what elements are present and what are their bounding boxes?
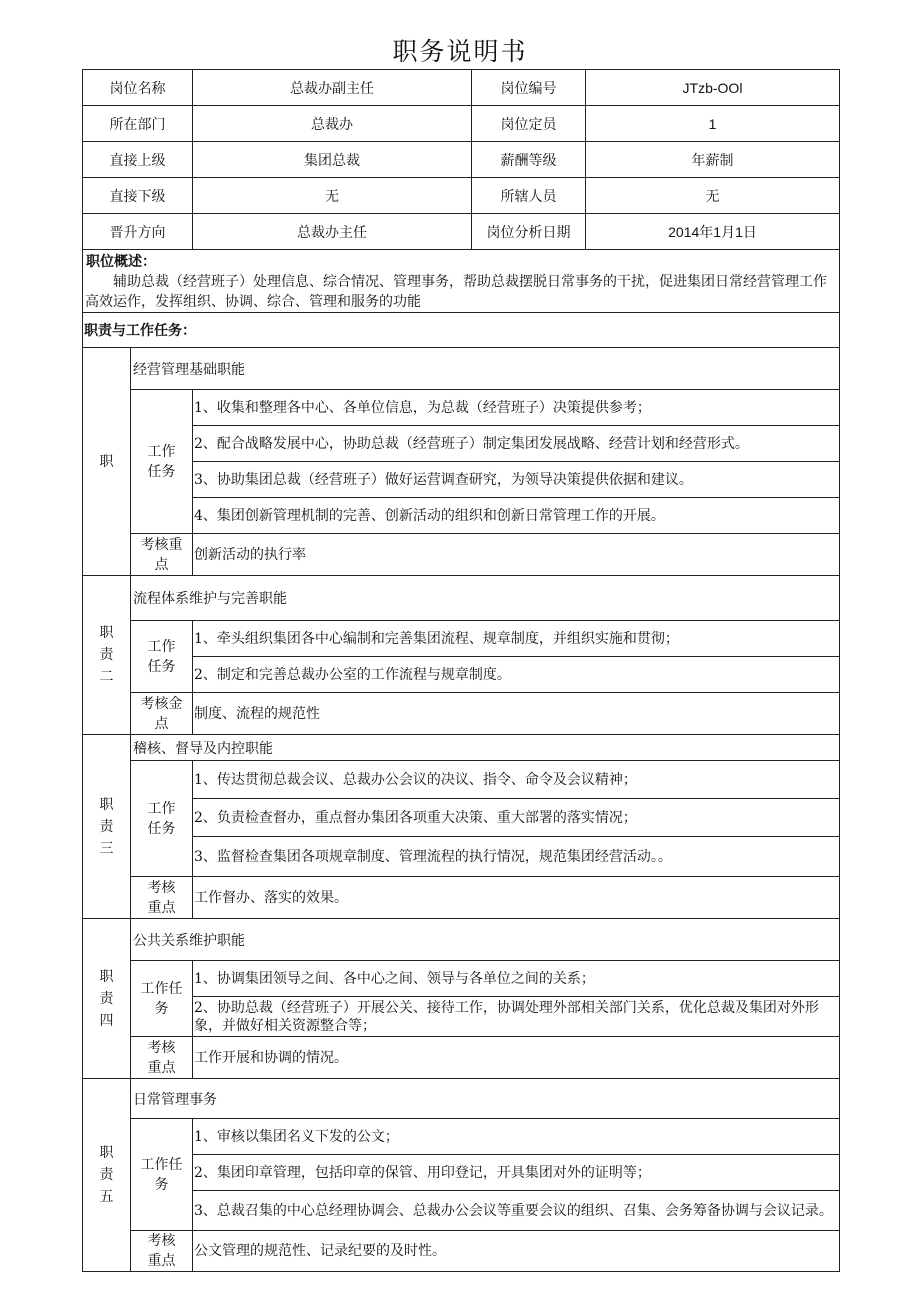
label-headcount: 岗位定员: [472, 106, 586, 142]
page-title: 职务说明书: [392, 37, 528, 66]
summary-text: 辅助总裁（经营班子）处理信息、综合情况、管理事务，帮助总裁摆脱日常事务的干扰，促进集团日常经营管理工作高效运作，发挥组织、协调、综合、管理和服务的功能: [85, 274, 827, 310]
duty-3-task-2: 2、负责检查督办，重点督办集团各项重大决策、重大部署的落实情况；: [193, 799, 840, 837]
label-salary-grade: 薪酬等级: [472, 142, 586, 178]
duty-4-task-1: 1、协调集团领导之间、各中心之间、领导与各单位之间的关系；: [193, 961, 840, 997]
info-row-promotion: [83, 214, 840, 250]
info-row-superior: [83, 142, 840, 178]
duty-4-assess-row: [83, 1037, 840, 1079]
duty-5-task-row: [83, 1191, 840, 1231]
duty-5-assess-row: [83, 1231, 840, 1272]
label-department: 所在部门: [83, 106, 193, 142]
duty-3-task-row: [83, 761, 840, 799]
duty-1-title-row: [83, 348, 840, 390]
duty-1-task-4: 4、集团创新管理机制的完善、创新活动的组织和创新日常管理工作的开展。: [193, 498, 840, 534]
label-superior: 直接上级: [83, 142, 193, 178]
value-staff: 无: [586, 178, 840, 214]
duty-4-assess: 工作开展和协调的情况。: [193, 1037, 840, 1079]
info-row-name: [83, 70, 840, 106]
duty-2-label: 职 责 二: [83, 576, 131, 735]
duty-5-task-1: 1、审核以集团名义下发的公文；: [193, 1119, 840, 1155]
duty-1-title: 经营管理基础职能: [131, 348, 840, 390]
label-analysis-date: 岗位分析日期: [472, 214, 586, 250]
summary-row: [83, 250, 840, 313]
info-row-subordinate: [83, 178, 840, 214]
duty-4-label: 职 责 四: [83, 919, 131, 1079]
duty-2-task-2: 2、制定和完善总裁办公室的工作流程与规章制度。: [193, 657, 840, 693]
duty-4-task-2: 2、协助总裁（经营班子）开展公关、接待工作，协调处理外部相关部门关系，优化总裁及集团对外形象，并做好相关资源整合等；: [193, 997, 840, 1037]
duty-3-assess-row: [83, 877, 840, 919]
duty-5-title: 日常管理事务: [131, 1079, 840, 1119]
duty-1-task-3: 3、协助集团总裁（经营班子）做好运营调查研究，为领导决策提供依据和建议。: [193, 462, 840, 498]
label-subordinate: 直接下级: [83, 178, 193, 214]
duty-4-task-label: 工作任 务: [131, 961, 193, 1037]
summary-heading: 职位概述：: [86, 254, 156, 270]
duty-4-task-row: [83, 997, 840, 1037]
duty-1-assess: 创新活动的执行率: [193, 534, 840, 576]
duty-1-task-row: [83, 390, 840, 426]
duty-5-task-2: 2、集团印章管理，包括印章的保管、用印登记，开具集团对外的证明等；: [193, 1155, 840, 1191]
job-description-table: [82, 69, 840, 1272]
duty-2-title-row: [83, 576, 840, 621]
label-position-name: 岗位名称: [83, 70, 193, 106]
responsibilities-heading: 职责与工作任务：: [83, 313, 840, 348]
value-position-name: 总裁办副主任: [193, 70, 472, 106]
duty-3-task-row: [83, 799, 840, 837]
duty-2-assess: 制度、流程的规范性: [193, 693, 840, 735]
label-promotion: 晋升方向: [83, 214, 193, 250]
duty-3-assess-label: 考核 重点: [131, 877, 193, 919]
duty-2-assess-label: 考核金 点: [131, 693, 193, 735]
duty-1-task-1: 1、收集和整理各中心、各单位信息，为总裁（经营班子）决策提供参考；: [193, 390, 840, 426]
value-headcount: 1: [586, 106, 840, 142]
duty-3-title: 稽核、督导及内控职能: [131, 735, 840, 761]
duty-1-task-label: 工作 任务: [131, 390, 193, 534]
duty-3-task-row: [83, 837, 840, 877]
value-analysis-date: 2014年1月1日: [586, 214, 840, 250]
value-department: 总裁办: [193, 106, 472, 142]
duty-5-label: 职 责 五: [83, 1079, 131, 1272]
responsibilities-heading-row: [83, 313, 840, 348]
duty-5-task-label: 工作任 务: [131, 1119, 193, 1231]
value-subordinate: 无: [193, 178, 472, 214]
duty-5-assess: 公文管理的规范性、记录纪要的及时性。: [193, 1231, 840, 1272]
duty-1-task-row: [83, 498, 840, 534]
value-position-code: JTzb-OOl: [586, 70, 840, 106]
value-promotion: 总裁办主任: [193, 214, 472, 250]
duty-1-assess-label: 考核重 点: [131, 534, 193, 576]
duty-4-title-row: [83, 919, 840, 961]
duty-2-task-row: [83, 621, 840, 657]
duty-2-task-1: 1、牵头组织集团各中心编制和完善集团流程、规章制度，并组织实施和贯彻；: [193, 621, 840, 657]
info-row-dept: [83, 106, 840, 142]
label-staff: 所辖人员: [472, 178, 586, 214]
duty-1-task-2: 2、配合战略发展中心，协助总裁（经营班子）制定集团发展战略、经营计划和经营形式。: [193, 426, 840, 462]
duty-1-label: 职: [83, 348, 131, 576]
duty-2-assess-row: [83, 693, 840, 735]
duty-3-assess: 工作督办、落实的效果。: [193, 877, 840, 919]
duty-3-task-3: 3、监督检查集团各项规章制度、管理流程的执行情况，规范集团经营活动。。: [193, 837, 840, 877]
duty-4-assess-label: 考核 重点: [131, 1037, 193, 1079]
duty-3-label: 职 责 三: [83, 735, 131, 919]
duty-2-title: 流程体系维护与完善职能: [131, 576, 840, 621]
duty-5-task-row: [83, 1119, 840, 1155]
duty-1-task-row: [83, 462, 840, 498]
duty-2-task-row: [83, 657, 840, 693]
duty-5-assess-label: 考核 重点: [131, 1231, 193, 1272]
duty-3-task-1: 1、传达贯彻总裁会议、总裁办公会议的决议、指令、命令及会议精神；: [193, 761, 840, 799]
duty-1-task-row: [83, 426, 840, 462]
duty-5-task-3: 3、总裁召集的中心总经理协调会、总裁办公会议等重要会议的组织、召集、会务筹备协调与会议记录。: [193, 1191, 840, 1231]
duty-4-task-row: [83, 961, 840, 997]
value-salary-grade: 年薪制: [586, 142, 840, 178]
duty-1-assess-row: [83, 534, 840, 576]
duty-2-task-label: 工作 任务: [131, 621, 193, 693]
label-position-code: 岗位编号: [472, 70, 586, 106]
duty-5-task-row: [83, 1155, 840, 1191]
duty-4-title: 公共关系维护职能: [131, 919, 840, 961]
duty-3-title-row: [83, 735, 840, 761]
duty-5-title-row: [83, 1079, 840, 1119]
value-superior: 集团总裁: [193, 142, 472, 178]
duty-3-task-label: 工作 任务: [131, 761, 193, 877]
